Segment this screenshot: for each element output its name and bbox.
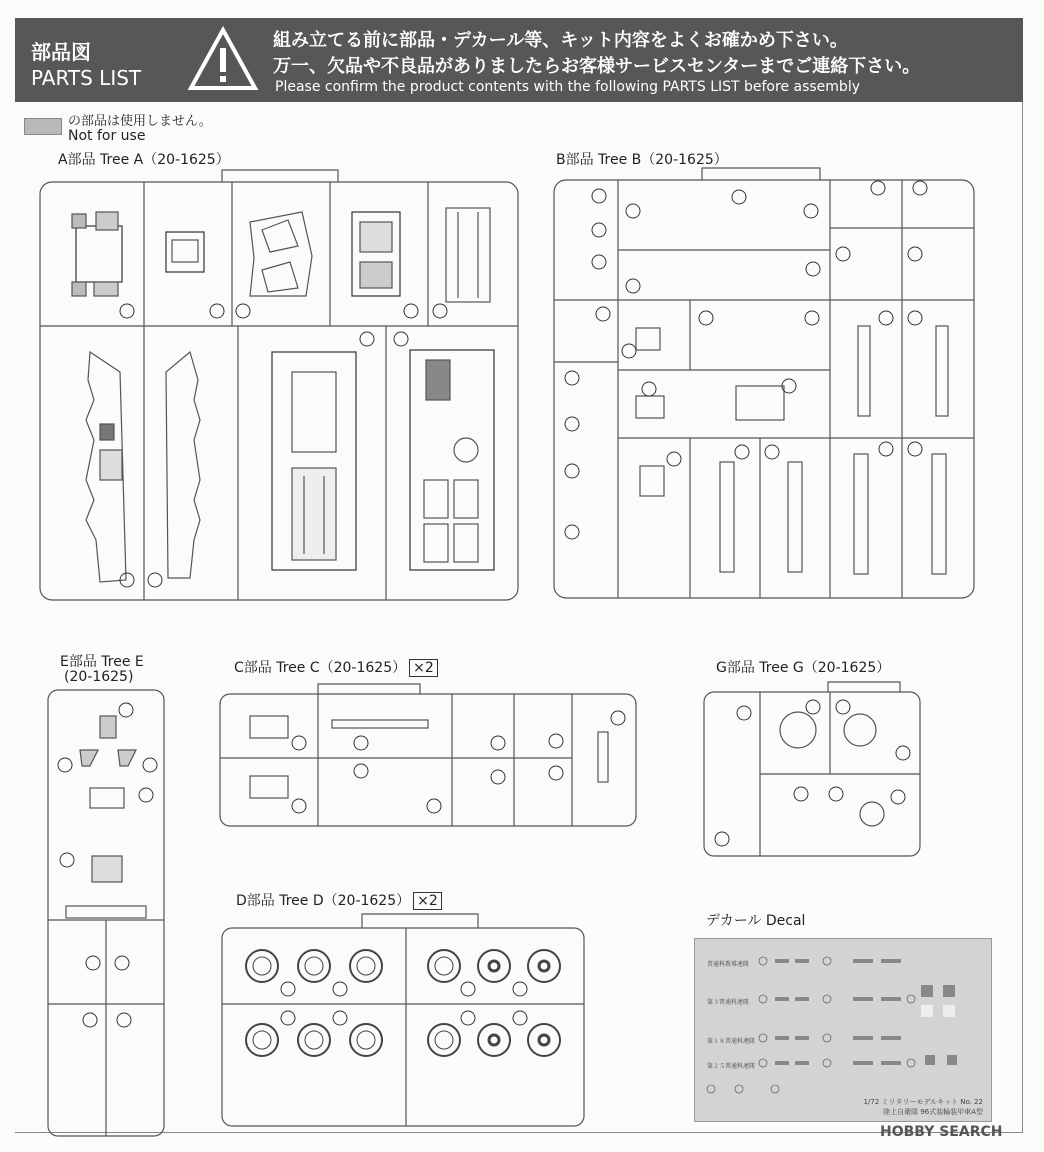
decal-sheet — [694, 938, 992, 1122]
tree-g-sprue — [704, 682, 920, 856]
tree-d-sprue — [222, 914, 584, 1126]
legend-text-jp: の部品は使用しません。 — [68, 114, 212, 129]
tree-b-title: B部品 Tree B（20-1625） — [556, 152, 728, 168]
tree-c-sprue — [220, 684, 636, 826]
tree-a-sprue — [40, 170, 518, 600]
decal-caption-kit: 1/72 ミリタリーモデルキット No. 22 — [863, 1098, 983, 1106]
page-title-jp: 部品図 — [31, 40, 91, 64]
decal-row-1: 普通科教導連隊 — [707, 961, 750, 968]
legend-text-en: Not for use — [68, 128, 146, 144]
warning-text-jp-1: 組み立てる前に部品・デカール等、キット内容をよくお確かめ下さい。 — [273, 30, 848, 51]
warning-text-en: Please confirm the product contents with the following PARTS LIST before assembly — [275, 79, 860, 95]
watermark: HOBBY SEARCH — [880, 1124, 1003, 1140]
decal-row-2: 第３普通科連隊 — [707, 999, 750, 1006]
page-title-en: PARTS LIST — [31, 66, 142, 90]
decal-row-4: 第２５普通科連隊 — [707, 1063, 756, 1070]
tree-g-title: G部品 Tree G（20-1625） — [716, 660, 891, 676]
tree-c-multiplier: ×2 — [409, 659, 438, 677]
tree-e-code: (20-1625) — [64, 669, 134, 685]
tree-d-multiplier: ×2 — [413, 892, 442, 910]
warning-text-jp-2: 万一、欠品や不良品がありましたらお客様サービスセンターまでご連絡下さい。 — [273, 56, 921, 77]
tree-c-title-text: C部品 Tree C（20-1625） — [234, 660, 407, 676]
tree-d-title-text: D部品 Tree D（20-1625） — [236, 893, 411, 909]
tree-b-sprue — [554, 168, 974, 598]
decal-title: デカール Decal — [706, 913, 806, 929]
tree-a-title: A部品 Tree A（20-1625） — [58, 152, 230, 168]
decal-artwork — [695, 939, 991, 1121]
decal-row-3: 第１８普通科連隊 — [707, 1038, 756, 1045]
decal-caption-name: 陸上自衛隊 96式装輪装甲車A型 — [883, 1108, 983, 1116]
tree-e-sprue — [48, 690, 164, 1136]
tree-e-title: E部品 Tree E — [60, 654, 144, 670]
